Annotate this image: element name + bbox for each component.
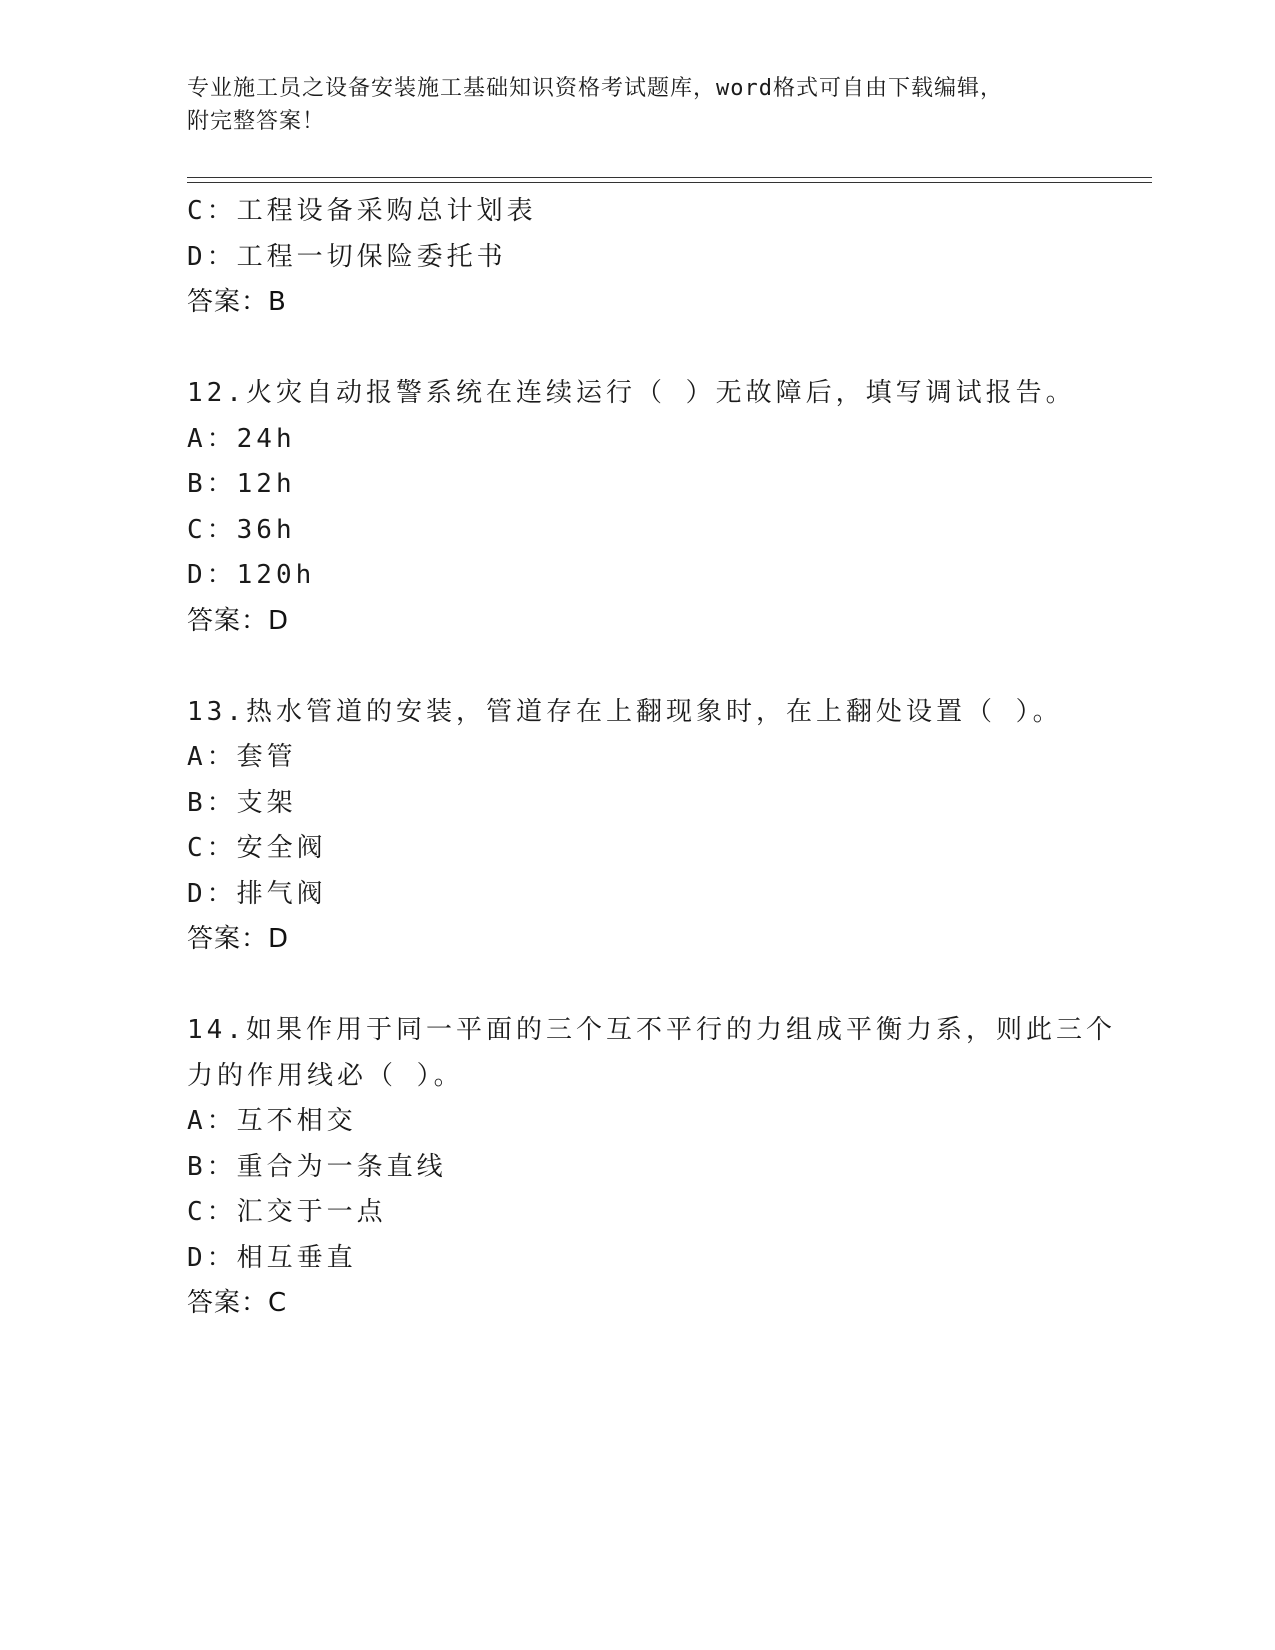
answer-label: 答案：C [187,1288,288,1318]
option-a: A：24h [187,423,296,454]
option-b: B：支架 [187,787,297,818]
option-b: B：重合为一条直线 [187,1151,447,1182]
question-prev [187,189,1152,326]
question-12 [187,371,1152,644]
option-b: B：12h [187,469,296,499]
answer-label: 答案：D [187,924,290,954]
header-line-2: 附完整答案！ [187,109,326,134]
spacer [187,326,1152,372]
option-d: D：工程一切保险委托书 [187,241,507,272]
option-d: D：相互垂直 [187,1242,357,1273]
option-c: C：安全阀 [187,833,327,863]
header-divider-bottom [187,182,1152,183]
answer-label: 答案：D [187,605,290,636]
option-d: D：排气阀 [187,878,327,909]
option-c: C：36h [187,514,296,545]
spacer [187,644,1152,690]
spacer [187,963,1152,1009]
answer-label: 答案：B [187,287,287,317]
option-a: A：互不相交 [187,1106,357,1136]
question-list [187,189,1152,1327]
option-a: A：套管 [187,742,297,772]
question-stem: 13.热水管道的安装，管道存在上翻现象时，在上翻处设置（ ）。 [187,696,1063,727]
document-header [187,72,1067,138]
option-c: C：汇交于一点 [187,1197,387,1227]
question-14 [187,1008,1152,1327]
option-d: D：120h [187,560,316,590]
question-stem: 12.火灾自动报警系统在连续运行（ ）无故障后，填写调试报告。 [187,378,1076,408]
header-line-1: 专业施工员之设备安装施工基础知识资格考试题库，word格式可自由下载编辑， [187,76,1003,101]
header-divider-top [187,177,1152,178]
question-stem-line-2: 力的作用线必（ ）。 [187,1060,464,1091]
question-stem-line-1: 14.如果作用于同一平面的三个互不平行的力组成平衡力系，则此三个 [187,1015,1116,1045]
question-13 [187,690,1152,963]
option-c: C：工程设备采购总计划表 [187,196,537,226]
